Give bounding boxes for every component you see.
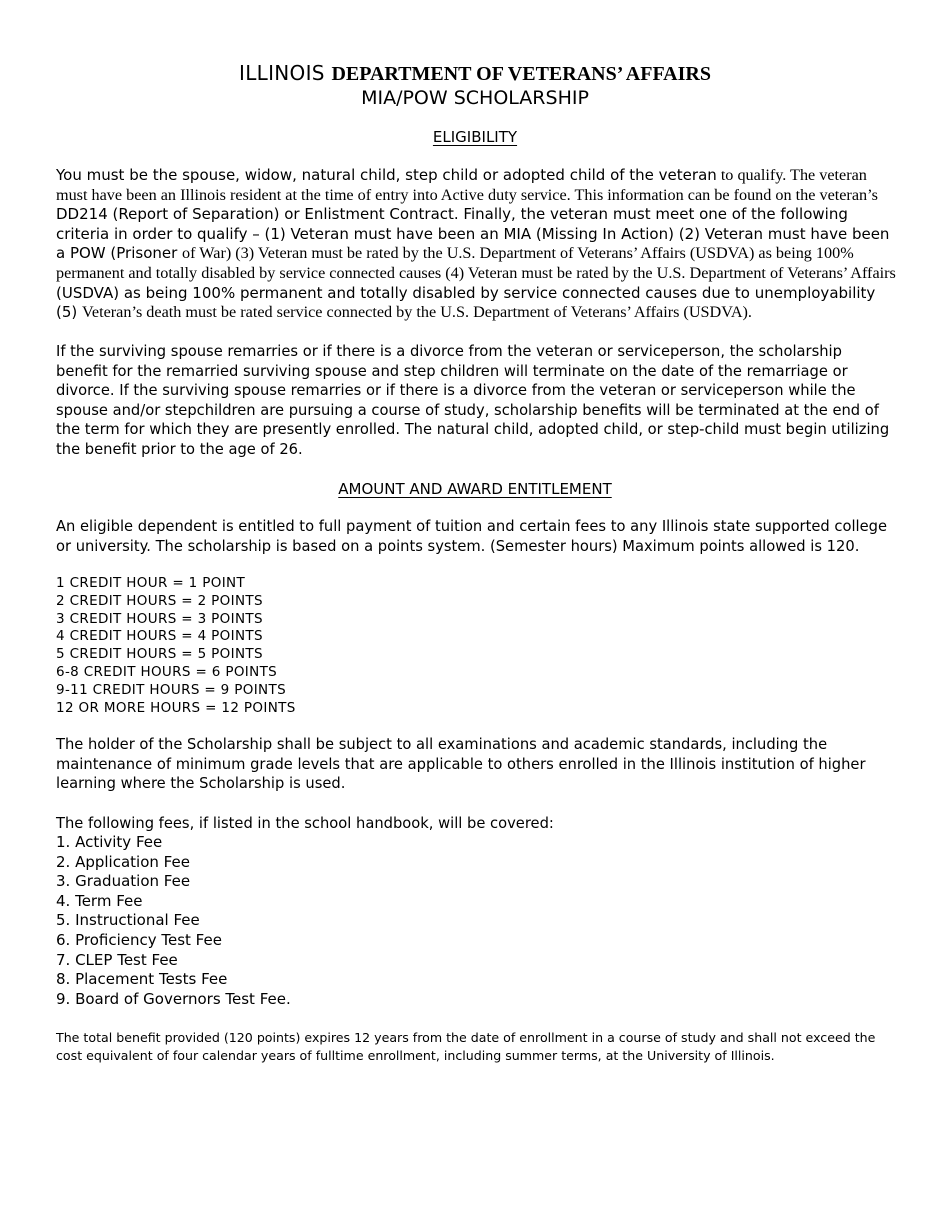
list-item: 1 CREDIT HOUR = 1 POINT xyxy=(56,575,246,591)
award-heading: AMOUNT AND AWARD ENTITLEMENT xyxy=(338,480,612,498)
list-item: 7. CLEP Test Fee xyxy=(56,950,178,969)
list-item: 4. Term Fee xyxy=(56,891,143,910)
credit-points-list xyxy=(56,575,296,717)
list-item: 2 CREDIT HOURS = 2 POINTS xyxy=(56,592,263,609)
award-paragraph-2: The holder of the Scholarship shall be subject to all examinations and academic standards, including the maintenance of minimum grade levels that are applicable to others enrolled in the Illinois institution of higher learning where the Scholarship is used. xyxy=(56,736,866,793)
list-item: 12 OR MORE HOURS = 12 POINTS xyxy=(56,699,296,716)
award-paragraph-1: An eligible dependent is entitled to full payment of tuition and certain fees to any Illinois state supported college or university. The scholarship is based on a points system. (Semester hours) Maximum points allowed is 120. xyxy=(56,518,888,555)
document-title xyxy=(0,61,950,86)
eligible-relations: spouse, widow, natural child, step child or adopted child of the veteran xyxy=(182,166,717,184)
closing-note: The total benefit provided (120 points) expires 12 years from the date of enrollment in a course of study and shall not exceed the cost equivalent of four calendar years of fulltime enrollment, including summer terms, at the University of Illinois. xyxy=(56,1030,876,1063)
list-item: 9. Board of Governors Test Fee. xyxy=(56,989,291,1008)
list-item: 4 CREDIT HOURS = 4 POINTS xyxy=(56,628,263,645)
list-item: 1. Activity Fee xyxy=(56,833,163,851)
list-item: 9-11 CREDIT HOURS = 9 POINTS xyxy=(56,681,287,698)
eligibility-heading: ELIGIBILITY xyxy=(432,128,518,146)
list-item: 6-8 CREDIT HOURS = 6 POINTS xyxy=(56,663,278,680)
title-state: ILLINOIS xyxy=(239,61,332,85)
title-department: DEPARTMENT OF VETERANS’ AFFAIRS xyxy=(331,63,711,85)
list-item: 6. Proficiency Test Fee xyxy=(56,930,222,949)
list-item: 5 CREDIT HOURS = 5 POINTS xyxy=(56,646,263,663)
list-item: 3. Graduation Fee xyxy=(56,872,191,891)
eligibility-paragraph-1: You must be the spouse, widow, natural child, step child or adopted child of the veteran to qualify. The veteran must have been an Illinois resident at the time of entry into Active duty service. This information can be found on the veteran’s DD214 (Report of Separation) or Enlistment Contract. Finally, the veteran must meet one of the following criteria in order to qualify – (1) Veteran must have been an MIA (Missing In Action) (2) Veteran must have been a POW (Prisoner of War) (3) Veteran must be rated by the U.S. Department of Veterans’ Affairs (USDVA) as being 100% permanent and totally disabled by service connected causes (4) Veteran must be rated by the U.S. Department of Veterans’ Affairs (USDVA) as being 100% permanent and totally disabled by service connected causes due to unemployability (5) Veteran’s death must be rated service connected by the U.S. Department of Veterans’ Affairs (USDVA). xyxy=(56,166,896,322)
eligibility-paragraph-2: If the surviving spouse remarries or if there is a divorce from the veteran or serviceperson, the scholarship benefit for the remarried surviving spouse and step children will terminate on the date of the remarriage or divorce. If the surviving spouse remarries or if there is a divorce from the veteran or serviceperson while the spouse and/or stepchildren are pursuing a course of study, scholarship benefits will be terminated at the end of the term for which they are presently enrolled. The natural child, adopted child, or step-child must begin utilizing the benefit prior to the age of 26. xyxy=(56,343,890,458)
covered-fees-list xyxy=(56,833,291,1009)
list-item: 2. Application Fee xyxy=(56,852,190,871)
list-item: 3 CREDIT HOURS = 3 POINTS xyxy=(56,610,263,627)
list-item: 8. Placement Tests Fee xyxy=(56,970,228,989)
fees-intro: The following fees, if listed in the school handbook, will be covered: xyxy=(56,815,554,832)
document-subtitle: MIA/POW SCHOLARSHIP xyxy=(361,87,589,109)
list-item: 5. Instructional Fee xyxy=(56,911,200,930)
